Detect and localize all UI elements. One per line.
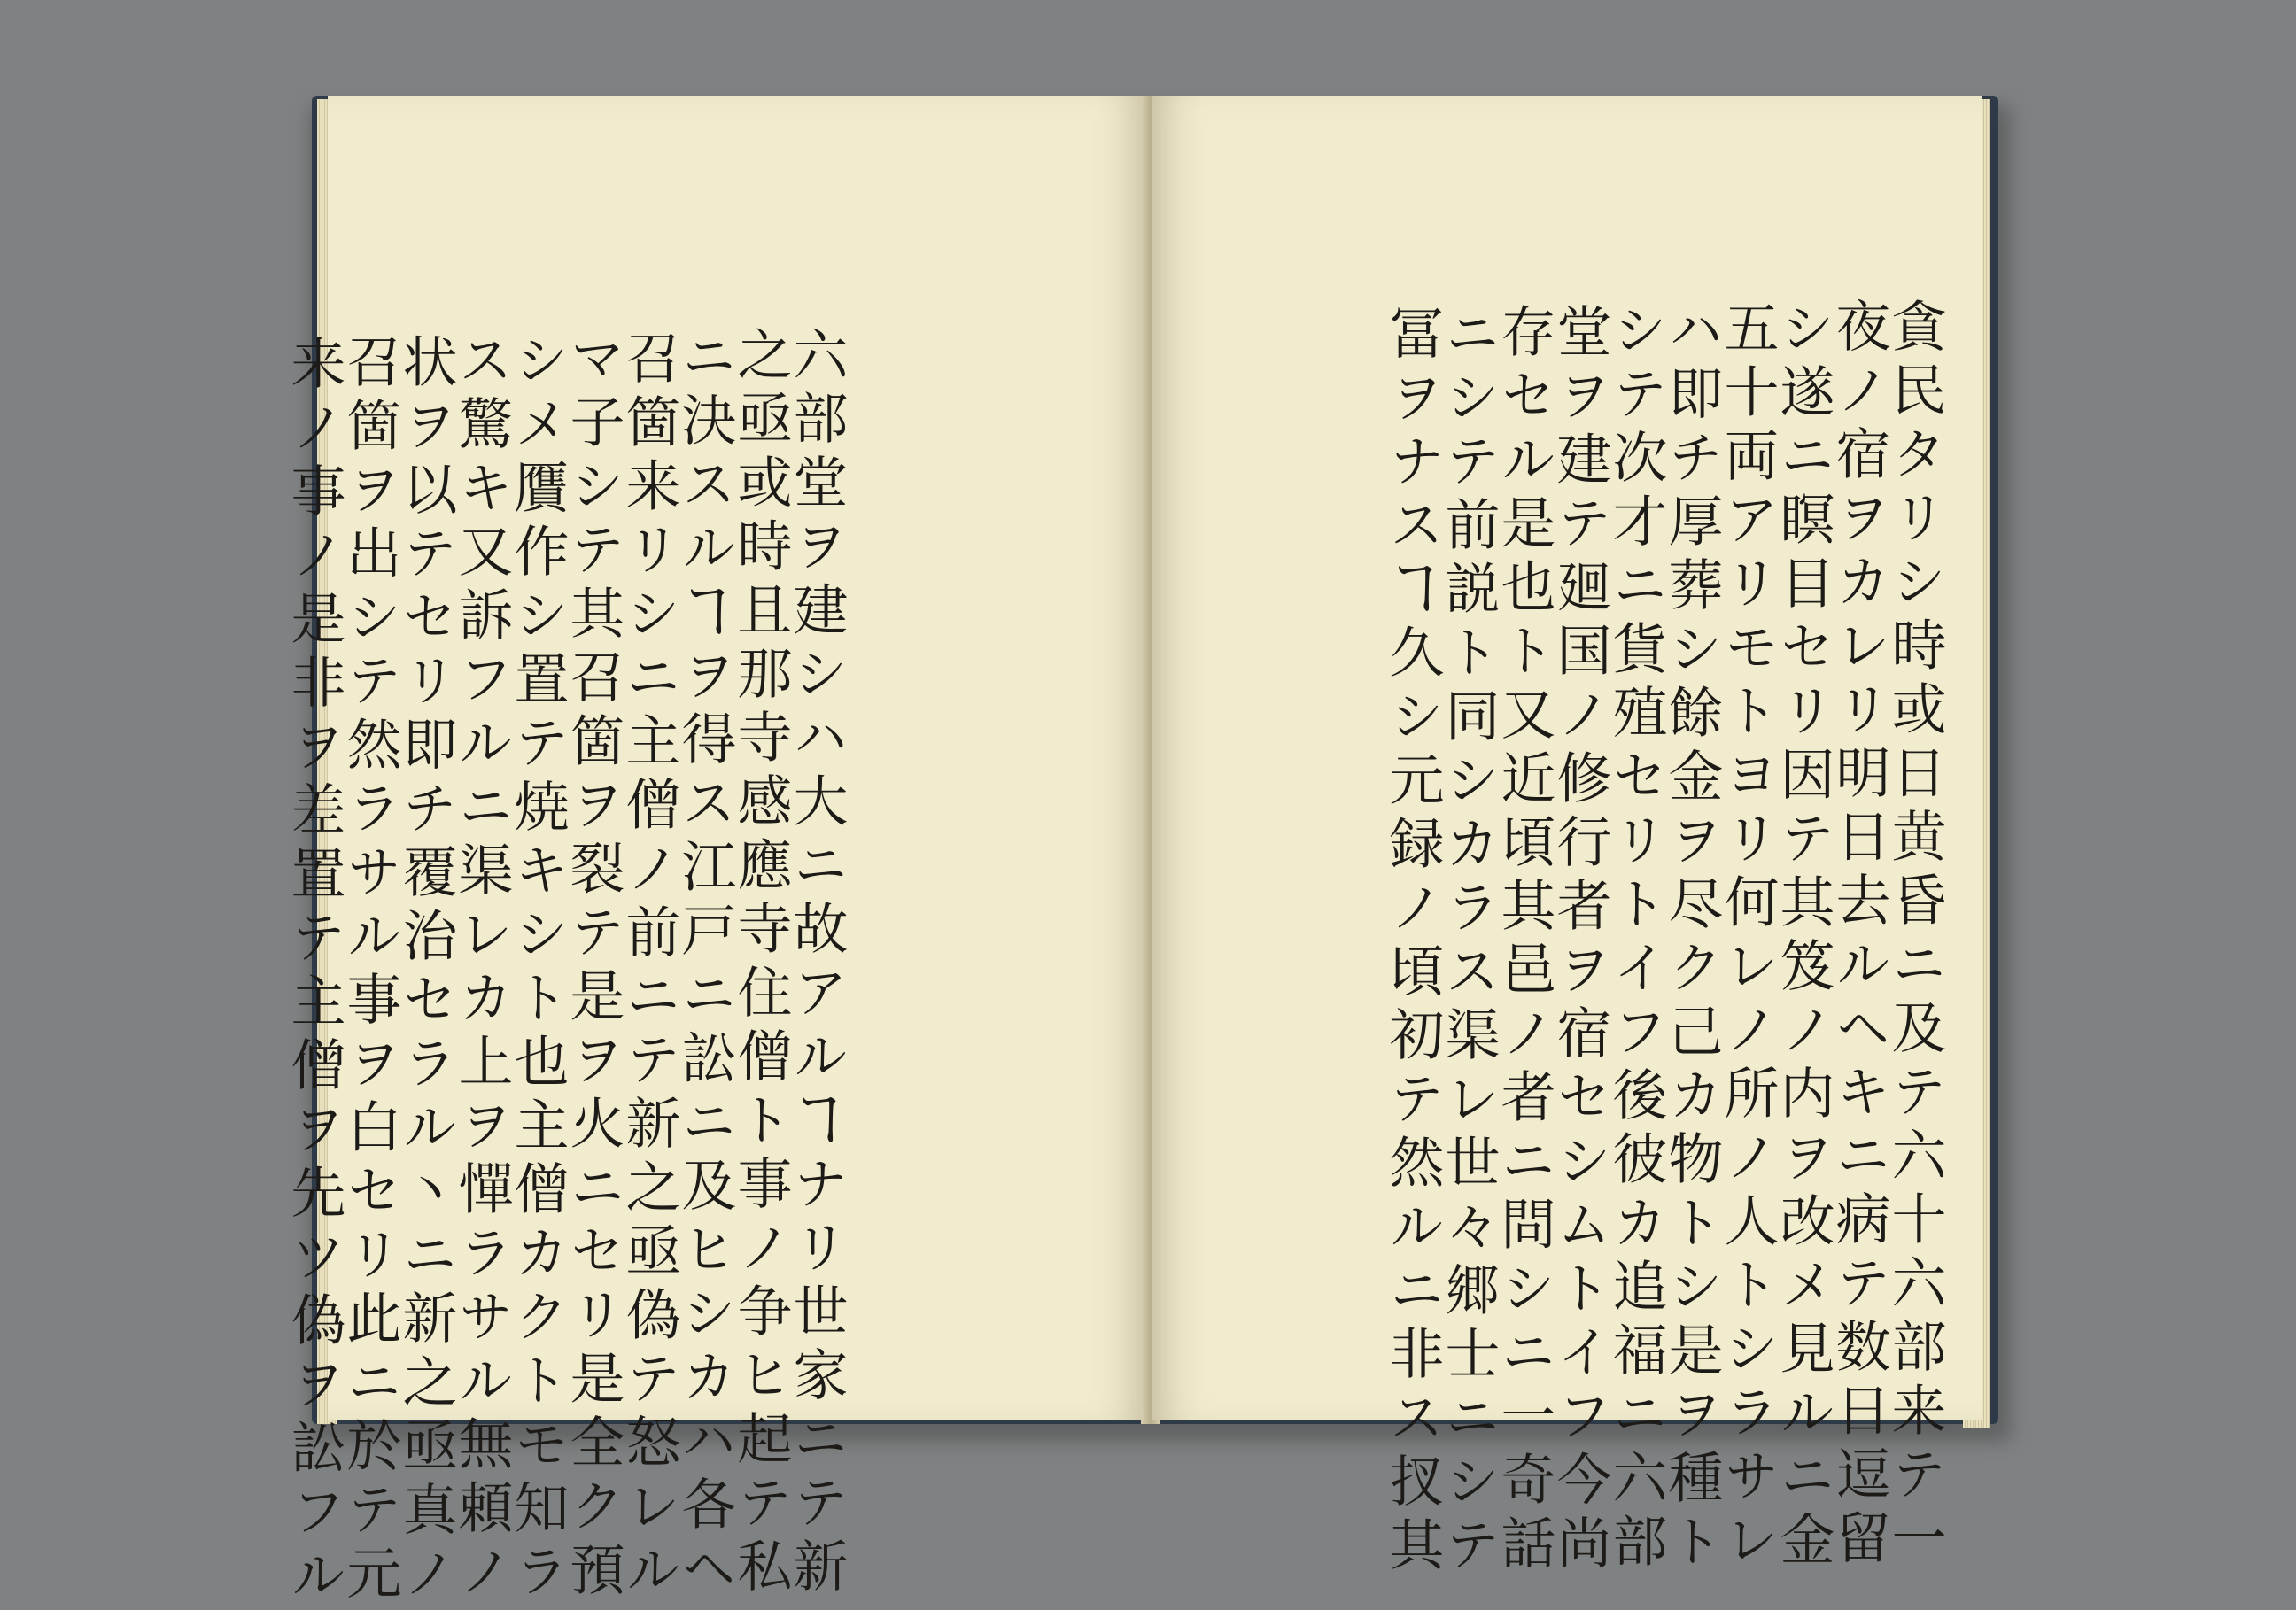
left-page-column-4: 召箇来リシニ主僧ノ前ニテ新之亟偽テ怒レル xyxy=(617,329,681,1605)
left-page-column-9: 召箇ヲ出シテ然ラサル事ヲ白セリ此ニ於テ元 xyxy=(337,333,402,1608)
left-page-column-7: ス驚キ又訴フルニ渠レカ上ヲ憚ラサル無頼ノ xyxy=(449,331,514,1606)
right-page xyxy=(1152,96,1982,1580)
right-page-column-3: シ遂ニ瞑目セリ因テ其笈ノ内ヲ改メ見ルニ金 xyxy=(1771,299,1835,1575)
right-page-column-2: 夜ノ宿ヲカレリ明日去ルヘキニ病テ数日逗留 xyxy=(1827,298,1891,1573)
right-page-column-5: ハ即チ厚葬シ餘金ヲ尽ク己カ物トシ是ヲ種ト xyxy=(1659,301,1724,1576)
right-page-column-6: シテ次才ニ貨殖セリトイフ後彼カ追福ニ六部 xyxy=(1603,301,1668,1576)
right-page-column-10: 冨ヲナスヿ久シ元録ノ頃初テ然ルニ非ス扠其 xyxy=(1380,305,1445,1580)
right-page-column-7: 堂ヲ建テ廻国ノ修行者ヲ宿セシムトイフ今尚 xyxy=(1547,303,1612,1578)
left-page-column-10: 来ノ事ノ是非ヲ差置テ主僧ヲ先ツ偽ヲ訟フル xyxy=(282,335,346,1610)
right-page-column-8: 存セル是也ト又近頃其邑ノ者ニ問シニ一奇話 xyxy=(1492,303,1556,1578)
left-page-column-6: シメ贋作シ置テ焼キシト也主僧カクトモ知ラ xyxy=(505,331,570,1606)
right-page-column-1: 貪民タリシ時或日黄昏ニ及テ六十六部来テ一 xyxy=(1882,298,1947,1573)
right-page-column-9: ニシテ前説ト同シカラス渠レ世々郷士ニシテ xyxy=(1436,305,1501,1580)
left-page-column-1: 六部堂ヲ建シハ大ニ故アルヿナリ世家ニテ新 xyxy=(784,326,849,1601)
left-page-column-5: マ子シテ其召箇ヲ裂テ是ヲ火ニセリ是全ク預 xyxy=(561,329,625,1605)
left-page xyxy=(282,96,1147,1610)
left-page-column-3: ニ決スルヿヲ得ス江戸ニ訟ニ及ヒシカハ各ヘ xyxy=(672,328,737,1603)
right-page-column-4: 五十両アリモトヨリ何レノ所ノ人トシラサレ xyxy=(1715,299,1780,1575)
left-page-column-8: 状ヲ以テセリ即チ覆治セラル丶ニ新之亟真ノ xyxy=(393,333,458,1608)
left-page-column-2: 之亟或時且那寺感應寺住僧ト事ノ争ヒ起テ私 xyxy=(728,326,793,1601)
